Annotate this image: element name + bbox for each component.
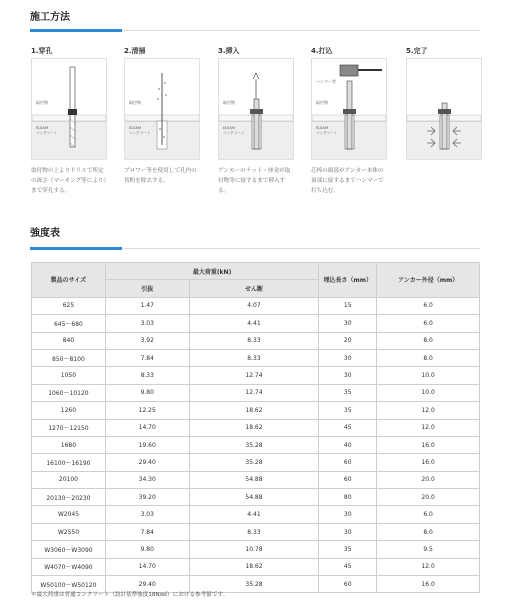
table-cell: 18.62 — [189, 419, 319, 436]
table-cell: 16.0 — [377, 436, 480, 453]
step-clean — [124, 46, 200, 186]
table-cell: 19.60 — [105, 436, 189, 453]
table-cell: 16.0 — [377, 576, 480, 593]
table-cell: 20 — [319, 332, 377, 349]
table-cell: 40 — [319, 436, 377, 453]
table-cell: 9.5 — [377, 541, 480, 558]
table-cell: 30 — [319, 315, 377, 332]
header-max-load: 最大荷重(kN) — [105, 263, 318, 280]
section-title-strength: 強度表 — [30, 228, 60, 239]
table-cell: 645～680 — [32, 315, 106, 332]
header-size: 製品のサイズ — [32, 263, 106, 298]
step-description: ブロワー等を使用して孔内の切粉を除去する。 — [124, 168, 197, 184]
step-illustration-hammer — [311, 58, 387, 160]
table-cell: 12.74 — [189, 384, 319, 401]
table-cell: 8.0 — [377, 349, 480, 366]
table-cell: W3060～W3090 — [32, 541, 106, 558]
table-cell: 35.28 — [189, 436, 319, 453]
step-label: 2.清掃 — [124, 47, 146, 55]
table-row — [32, 489, 480, 506]
table-cell: 30 — [319, 506, 377, 523]
table-cell: 18.62 — [189, 402, 319, 419]
table-cell: 12.0 — [377, 402, 480, 419]
table-cell: 39.20 — [105, 489, 189, 506]
table-cell: 45 — [319, 419, 377, 436]
table-row — [32, 315, 480, 332]
table-cell: 20.0 — [377, 489, 480, 506]
table-cell: 6.0 — [377, 315, 480, 332]
table-cell: 850～8100 — [32, 349, 106, 366]
table-cell: 10.0 — [377, 384, 480, 401]
svg-text:コンクリート: コンクリート — [223, 131, 245, 135]
table-cell: 8.0 — [377, 332, 480, 349]
table-row — [32, 349, 480, 366]
svg-text:ELEAM: ELEAM — [316, 126, 329, 130]
table-cell: 10.78 — [189, 541, 319, 558]
step-drill — [31, 46, 107, 196]
table-cell: 1060～10120 — [32, 384, 106, 401]
table-cell: 1.47 — [105, 297, 189, 314]
table-cell: 12.74 — [189, 367, 319, 384]
table-cell: 3.92 — [105, 332, 189, 349]
svg-text:コンクリート: コンクリート — [316, 131, 338, 135]
step-label: 4.打込 — [311, 47, 333, 55]
table-row — [32, 454, 480, 471]
table-cell: 29.40 — [105, 454, 189, 471]
table-cell: 1050 — [32, 367, 106, 384]
table-cell: 6.0 — [377, 297, 480, 314]
table-cell: 3.03 — [105, 315, 189, 332]
table-cell: 29.40 — [105, 576, 189, 593]
table-cell: 8.33 — [189, 523, 319, 540]
strength-table — [31, 262, 480, 593]
table-row — [32, 558, 480, 575]
table-row — [32, 297, 480, 314]
table-cell: 20130～20230 — [32, 489, 106, 506]
step-insert — [218, 46, 294, 196]
section-accent-bar — [30, 247, 122, 250]
table-cell: 34.30 — [105, 471, 189, 488]
table-cell: 840 — [32, 332, 106, 349]
table-cell: 1680 — [32, 436, 106, 453]
footnote: ＊最大荷重は普通コンクリート（設計基準強度18N/㎟）における参考値です。 — [31, 592, 229, 598]
table-cell: W2045 — [32, 506, 106, 523]
table-cell: 60 — [319, 454, 377, 471]
header-shear: せん断 — [189, 280, 319, 297]
table-cell: W2550 — [32, 523, 106, 540]
step-illustration-insert — [218, 58, 294, 160]
table-cell: 9.80 — [105, 384, 189, 401]
table-cell: 18.62 — [189, 558, 319, 575]
table-row — [32, 436, 480, 453]
table-cell: W50100～W50120 — [32, 576, 106, 593]
table-cell: 30 — [319, 523, 377, 540]
table-cell: 7.84 — [105, 349, 189, 366]
step-hammer — [311, 46, 387, 196]
table-cell: 35 — [319, 541, 377, 558]
table-cell: 10.0 — [377, 367, 480, 384]
header-pull: 引抜 — [105, 280, 189, 297]
step-illustration-clean — [124, 58, 200, 160]
svg-text:ELEAM: ELEAM — [36, 126, 49, 130]
svg-text:ハンマー等: ハンマー等 — [316, 79, 336, 84]
table-cell: 1260 — [32, 402, 106, 419]
table-row — [32, 523, 480, 540]
step-description: アンカーのナット・座金が取付物等に接するまで挿入する。 — [218, 168, 291, 194]
step-illustration-drill — [31, 58, 107, 160]
table-cell: 54.88 — [189, 471, 319, 488]
table-cell: 9.80 — [105, 541, 189, 558]
step-description: 取付物の上よりドリルで所定の深さ（マーキング等により）まで穿孔する。 — [31, 168, 107, 194]
table-cell: 1270～12150 — [32, 419, 106, 436]
step-complete — [406, 46, 482, 166]
table-row — [32, 506, 480, 523]
table-cell: 60 — [319, 576, 377, 593]
step-label: 1.穿孔 — [31, 47, 53, 55]
table-cell: 35.28 — [189, 576, 319, 593]
table-row — [32, 541, 480, 558]
table-cell: 16100～16190 — [32, 454, 106, 471]
table-cell: 7.84 — [105, 523, 189, 540]
step-label: 5.完了 — [406, 47, 428, 55]
table-cell: 8.33 — [189, 349, 319, 366]
step-description: 芯棒の頭部がアンカー本体の頂部に接するまでハンマーで打ち込む。 — [311, 168, 384, 194]
table-cell: 30 — [319, 367, 377, 384]
table-cell: 4.41 — [189, 315, 319, 332]
table-row — [32, 384, 480, 401]
svg-text:コンクリート: コンクリート — [36, 131, 58, 135]
table-cell: 14.70 — [105, 419, 189, 436]
table-cell: 80 — [319, 489, 377, 506]
table-cell: 8.0 — [377, 523, 480, 540]
table-cell: 35 — [319, 384, 377, 401]
table-cell: 20100 — [32, 471, 106, 488]
table-cell: 4.07 — [189, 297, 319, 314]
table-row — [32, 402, 480, 419]
svg-text:取付物: 取付物 — [316, 100, 328, 105]
tag-fixture: 取付物 — [36, 100, 48, 105]
table-cell: 14.70 — [105, 558, 189, 575]
section-accent-bar — [30, 29, 122, 32]
table-cell: 30 — [319, 349, 377, 366]
table-cell: 35 — [319, 402, 377, 419]
svg-text:ELEAM: ELEAM — [129, 126, 142, 130]
table-cell: 12.25 — [105, 402, 189, 419]
table-cell: 625 — [32, 297, 106, 314]
svg-text:取付物: 取付物 — [223, 100, 235, 105]
table-cell: 4.41 — [189, 506, 319, 523]
table-cell: 15 — [319, 297, 377, 314]
table-row — [32, 332, 480, 349]
header-embed-depth: 埋込長さ（mm） — [319, 263, 377, 298]
table-cell: 12.0 — [377, 558, 480, 575]
table-body — [32, 297, 480, 593]
table-cell: 16.0 — [377, 454, 480, 471]
table-cell: 6.0 — [377, 506, 480, 523]
section-title-method: 施工方法 — [30, 12, 70, 23]
table-row — [32, 367, 480, 384]
svg-text:取付物: 取付物 — [129, 100, 141, 105]
table-row — [32, 471, 480, 488]
table-cell: 54.88 — [189, 489, 319, 506]
table-cell: W4070～W4090 — [32, 558, 106, 575]
step-illustration-complete — [406, 58, 482, 160]
table-cell: 8.33 — [105, 367, 189, 384]
table-cell: 35.28 — [189, 454, 319, 471]
header-anchor-diameter: アンカー外径（mm） — [377, 263, 480, 298]
table-cell: 60 — [319, 471, 377, 488]
table-cell: 45 — [319, 558, 377, 575]
table-cell: 20.0 — [377, 471, 480, 488]
table-row — [32, 419, 480, 436]
table-cell: 12.0 — [377, 419, 480, 436]
svg-text:コンクリート: コンクリート — [129, 131, 151, 135]
step-label: 3.挿入 — [218, 47, 240, 55]
table-cell: 3.03 — [105, 506, 189, 523]
svg-text:ELEAM: ELEAM — [223, 126, 236, 130]
table-cell: 8.33 — [189, 332, 319, 349]
